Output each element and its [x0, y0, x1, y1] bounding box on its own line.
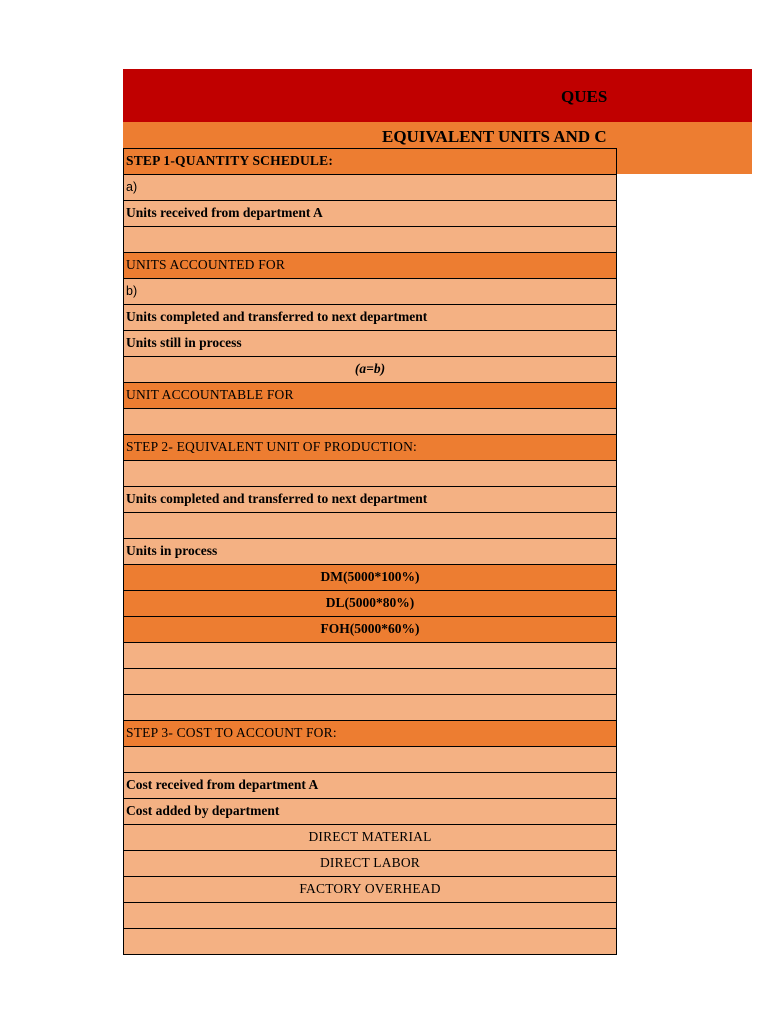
- table-row[interactable]: Units completed and transferred to next department: [124, 304, 616, 330]
- table-row[interactable]: STEP 3- COST TO ACCOUNT FOR:: [124, 720, 616, 746]
- table-row[interactable]: (a=b): [124, 356, 616, 382]
- table-row[interactable]: [124, 694, 616, 720]
- table-row[interactable]: DM(5000*100%): [124, 564, 616, 590]
- table-row[interactable]: [124, 668, 616, 694]
- table-row[interactable]: [124, 460, 616, 486]
- table-row[interactable]: STEP 1-QUANTITY SCHEDULE:: [124, 148, 616, 174]
- table-row[interactable]: b): [124, 278, 616, 304]
- table-row[interactable]: Units in process: [124, 538, 616, 564]
- table-row[interactable]: FOH(5000*60%): [124, 616, 616, 642]
- table-row[interactable]: Units still in process: [124, 330, 616, 356]
- table-row[interactable]: [124, 642, 616, 668]
- table-row[interactable]: a): [124, 174, 616, 200]
- table-row[interactable]: [124, 512, 616, 538]
- table-row[interactable]: [124, 408, 616, 434]
- page-title: QUES: [561, 87, 608, 106]
- table-row[interactable]: [124, 902, 616, 928]
- table-row[interactable]: [124, 928, 616, 954]
- page-subtitle: EQUIVALENT UNITS AND C: [382, 127, 607, 146]
- table-row[interactable]: Units received from department A: [124, 200, 616, 226]
- table-row[interactable]: UNIT ACCOUNTABLE FOR: [124, 382, 616, 408]
- table-row[interactable]: Units completed and transferred to next department: [124, 486, 616, 512]
- table-row[interactable]: FACTORY OVERHEAD: [124, 876, 616, 902]
- table-row[interactable]: [124, 226, 616, 252]
- table-row[interactable]: [124, 746, 616, 772]
- table-row[interactable]: DL(5000*80%): [124, 590, 616, 616]
- table-row[interactable]: Cost received from department A: [124, 772, 616, 798]
- table-row[interactable]: UNITS ACCOUNTED FOR: [124, 252, 616, 278]
- table-row[interactable]: DIRECT LABOR: [124, 850, 616, 876]
- table-row[interactable]: Cost added by department: [124, 798, 616, 824]
- title-banner: [123, 69, 752, 122]
- worksheet-table: [123, 148, 617, 955]
- table-row[interactable]: DIRECT MATERIAL: [124, 824, 616, 850]
- table-row[interactable]: STEP 2- EQUIVALENT UNIT OF PRODUCTION:: [124, 434, 616, 460]
